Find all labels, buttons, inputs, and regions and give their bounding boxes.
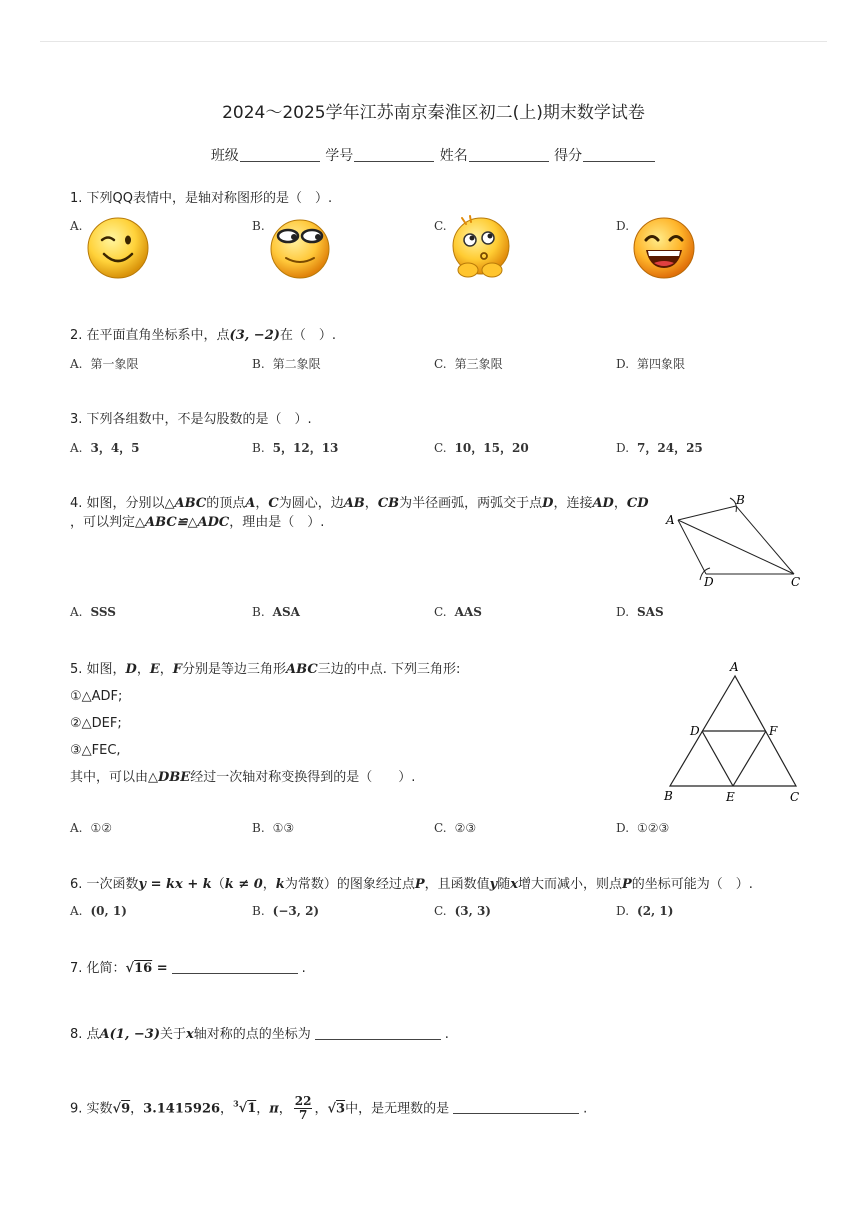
q1-option-b-label[interactable]: B. <box>252 219 265 233</box>
q7-sqrt: √16 <box>125 961 153 976</box>
q2-option-b[interactable]: B. 第二象限 <box>252 357 321 371</box>
q5-stem-last: 其中，可以由△DBE经过一次轴对称变换得到的是（ ）. <box>70 770 416 785</box>
label-b: B <box>664 789 673 803</box>
q5-option-a[interactable]: A. ①② <box>70 821 112 835</box>
page-title: 2024～2025学年江苏南京秦淮区初二(上)期末数学试卷 <box>222 103 645 123</box>
name-blank[interactable] <box>469 147 549 162</box>
q2-option-d[interactable]: D. 第四象限 <box>616 357 686 371</box>
q2-point: (3, −2) <box>229 328 280 343</box>
label-c: C <box>790 790 800 804</box>
label-d: D <box>704 575 714 589</box>
q2-stem: 2. 在平面直角坐标系中，点(3, −2)在（ ）. <box>70 328 337 343</box>
name-label: 姓名 <box>439 148 468 164</box>
segment-ac <box>678 520 794 574</box>
q5-item-3: ③△FEC, <box>70 743 121 758</box>
q5-item-1: ①△ADF; <box>70 689 123 704</box>
q9-stem: 9. 实数√9，3.1415926，$^3$√1，π， $\frac{22}{7}$ ，√3中，是无理数的是 . <box>70 1094 588 1123</box>
q1-option-d-label[interactable]: D. <box>616 219 630 233</box>
q5-option-c[interactable]: C. ②③ <box>434 821 477 835</box>
class-blank[interactable] <box>240 147 320 162</box>
label-e: E <box>726 790 735 804</box>
q5-triangle-figure <box>656 656 806 806</box>
q4-option-d[interactable]: D. SAS <box>616 605 664 619</box>
q6-option-d[interactable]: D. (2, 1) <box>616 904 674 918</box>
q1-stem: 1. 下列QQ表情中，是轴对称图形的是（ ）. <box>70 191 333 206</box>
label-d: D <box>690 724 700 738</box>
q4-stem-line2: ，可以判定△ABC≌△ADC，理由是（ ）. <box>70 515 325 530</box>
score-label: 得分 <box>554 148 583 164</box>
q4-option-b[interactable]: B. ASA <box>252 605 300 619</box>
label-f: F <box>769 724 778 738</box>
label-c: C <box>791 575 801 589</box>
segment-fe <box>733 731 766 786</box>
q8-answer-blank[interactable] <box>315 1026 441 1040</box>
q2-option-a[interactable]: A. 第一象限 <box>70 357 139 371</box>
q6-option-a[interactable]: A. (0, 1) <box>70 904 127 918</box>
q9-fraction: $\frac{22}{7}$ <box>294 1094 312 1123</box>
q4-option-a[interactable]: A. SSS <box>70 605 116 619</box>
q3-option-d[interactable]: D. 7，24，25 <box>616 441 703 455</box>
q2-option-c[interactable]: C. 第三象限 <box>434 357 503 371</box>
q6-option-b[interactable]: B. (−3, 2) <box>252 904 320 918</box>
thinking-face-icon <box>448 214 514 286</box>
label-a: A <box>666 513 675 527</box>
q4-quadrilateral-figure <box>660 492 805 590</box>
student-info-line <box>0 145 867 165</box>
q7-answer-blank[interactable] <box>172 960 298 974</box>
segment-ab <box>678 506 736 520</box>
q6-stem: 6. 一次函数y = kx + k（k ≠ 0，k为常数）的图象经过点P，且函数值y随x增大而减小，则点P的坐标可能为（ ）. <box>70 877 753 892</box>
class-label: 班级 <box>210 148 239 164</box>
side-eye-face-icon <box>268 216 332 280</box>
grinning-face-icon <box>632 216 696 280</box>
label-b: B <box>736 493 745 507</box>
q3-option-c[interactable]: C. 10，15，20 <box>434 441 529 455</box>
q3-option-a[interactable]: A. 3，4，5 <box>70 441 140 455</box>
q9-cube-root: $^3$√1 <box>233 1099 257 1117</box>
score-blank[interactable] <box>583 147 655 162</box>
page-top-rule <box>40 41 827 42</box>
q9-answer-blank[interactable] <box>453 1100 579 1114</box>
q4-option-c[interactable]: C. AAS <box>434 605 482 619</box>
q1-option-a-label[interactable]: A. <box>70 219 83 233</box>
q3-stem: 3. 下列各组数中，不是勾股数的是（ ）. <box>70 412 312 427</box>
winking-face-icon <box>86 216 150 280</box>
q6-option-c[interactable]: C. (3, 3) <box>434 904 491 918</box>
q4-stem-line1: 4. 如图，分别以△ABC的顶点A，C为圆心，边AB，CB为半径画弧，两弧交于点D，连接AD，CD <box>70 496 649 511</box>
q8-stem: 8. 点A(1, −3)关于x轴对称的点的坐标为 . <box>70 1027 449 1042</box>
q1-option-c-label[interactable]: C. <box>434 219 447 233</box>
q5-option-d[interactable]: D. ①②③ <box>616 821 670 835</box>
q3-option-b[interactable]: B. 5，12，13 <box>252 441 339 455</box>
number-label: 学号 <box>325 148 354 164</box>
segment-ad <box>678 520 706 574</box>
segment-bc <box>736 506 794 574</box>
q5-stem-line1: 5. 如图，D，E，F分别是等边三角形ABC三边的中点. 下列三角形: <box>70 662 461 677</box>
label-a: A <box>730 660 739 674</box>
q5-option-b[interactable]: B. ①③ <box>252 821 295 835</box>
number-blank[interactable] <box>354 147 434 162</box>
q5-item-2: ②△DEF; <box>70 716 122 731</box>
q7-stem: 7. 化简：√16 = . <box>70 961 306 976</box>
segment-de <box>702 731 733 786</box>
